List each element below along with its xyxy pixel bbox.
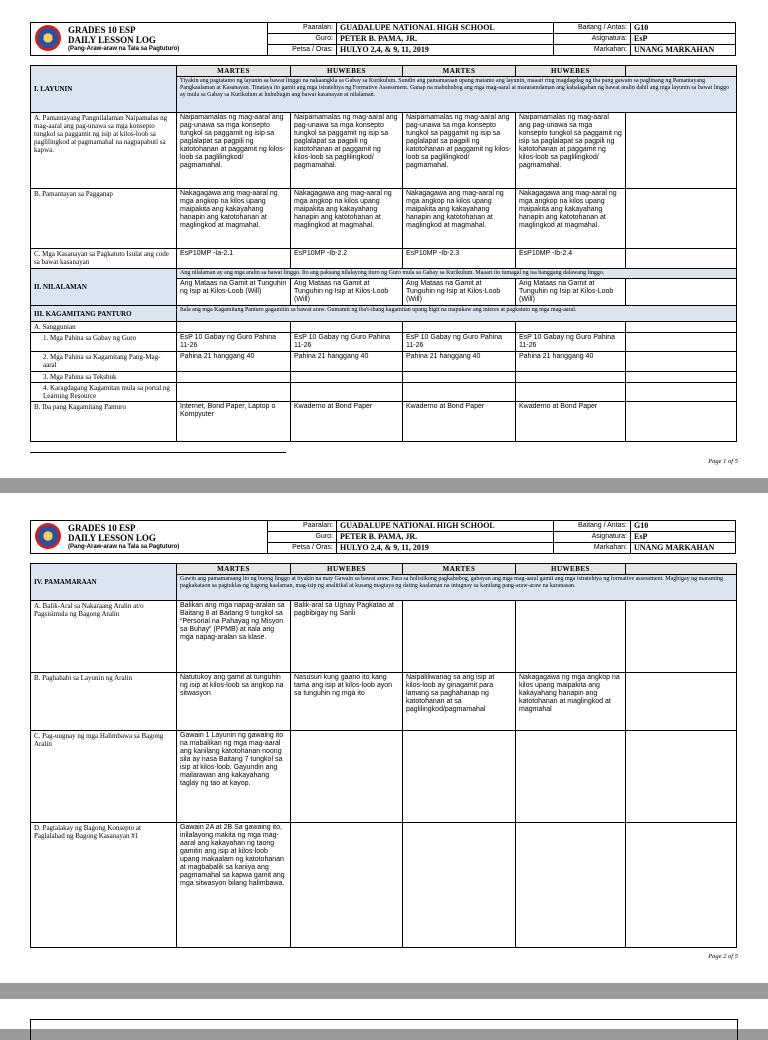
table-cell bbox=[291, 823, 403, 948]
table-cell: Balikan ang mga napag-aralan sa Baitang 8 at Baitang 9 tungkol sa “Personal na Pahayag ng Misyon sa Buhay” (PPMB) at itala ang mga napag-aralan sa klase. bbox=[177, 601, 291, 673]
table-cell: EsP10MP -Ib-2.3 bbox=[403, 249, 516, 269]
teacher-value: PETER B. PAMA, JR. bbox=[337, 34, 554, 45]
table-cell-empty bbox=[626, 279, 737, 306]
page-header bbox=[30, 22, 736, 56]
quarter-value: UNANG MARKAHAN bbox=[631, 543, 736, 554]
table-cell: EsP10MP -Ib-2.4 bbox=[516, 249, 626, 269]
quarter-label: Markahan: bbox=[554, 45, 631, 56]
table-cell: Naipamamalas ng mag-aaral ang pag-unawa sa mga konsepto tungkol sa paggamit ng isip sa paglalapat sa pagpili ng katotohanan at paggamit ng kilos-loob sa paglilingkod/ pagmamahal. bbox=[291, 113, 403, 189]
row-label: 1. Mga Pahina sa Gabay ng Guro bbox=[31, 333, 177, 352]
table-cell-empty bbox=[403, 372, 516, 383]
section-kagamitan-title: III. KAGAMITANG PANTURO bbox=[31, 306, 177, 322]
table-cell-empty bbox=[177, 383, 291, 402]
school-value: GUADALUPE NATIONAL HIGH SCHOOL bbox=[337, 521, 554, 532]
subject-value: EsP bbox=[631, 532, 736, 543]
row-label: B. Pamantayan sa Pagganap bbox=[31, 189, 177, 249]
section-layunin-title: I. LAYUNIN bbox=[31, 66, 177, 113]
table-cell: Kwaderno at Bond Paper bbox=[403, 402, 516, 442]
table-cell-empty bbox=[403, 322, 516, 333]
row-label: 2. Mga Pahina sa Kagamitang Pang-Mag-aaral bbox=[31, 352, 177, 372]
teacher-label: Guro: bbox=[268, 532, 337, 543]
table-cell-empty bbox=[403, 383, 516, 402]
table-cell: Nakagagawa ng mga angkop na kilos upang maipakita ang kakayahang hanapin ang katotohanan at maglingkod at magmahal bbox=[516, 673, 626, 731]
row-label: C. Pag-uugnay ng mga Halimbawa sa Bagong Aralin bbox=[31, 731, 177, 823]
table-cell-empty bbox=[626, 402, 737, 442]
row-label: A. Sanggunian bbox=[31, 322, 177, 333]
table-cell-empty bbox=[291, 372, 403, 383]
footnote-rule bbox=[30, 452, 286, 453]
table-cell: Nakagagawa ang mag-aaral ng mga angkop na kilos upang maipakita ang kakayahang hanapin ang katotohanan at maglingkod at magmahal. bbox=[516, 189, 626, 249]
header-brand bbox=[31, 23, 268, 56]
row-label: C. Mga Kasanayan sa Pagkatuto Isulat ang code sa bawat kasanayan bbox=[31, 249, 177, 269]
table-cell: EsP 10 Gabay ng Guro Pahina 11-26 bbox=[177, 333, 291, 352]
table-cell: Naipamamalas ng mag-aaral ang pag-unawa sa mga konsepto tungkol sa paggamit ng isip sa paglalapat sa pagpili ng katotohanan at paggamit ng kilos-loob sa paglilingkod/ pagmamahal. bbox=[516, 113, 626, 189]
table-cell: Kwaderno at Bond Paper bbox=[291, 402, 403, 442]
table-cell-empty bbox=[626, 673, 737, 731]
page-header bbox=[30, 520, 736, 554]
table-cell: Ang Mataas na Gamit at Tunguhin ng Isip at Kilos-Loob (Will) bbox=[177, 279, 291, 306]
table-cell: Ang Mataas na Gamit at Tunguhin ng Isip at Kilos-Loob (Will) bbox=[403, 279, 516, 306]
teacher-label: Guro: bbox=[268, 34, 337, 45]
table-cell: EsP10MP -Ia-2.1 bbox=[177, 249, 291, 269]
deped-seal-icon bbox=[35, 523, 61, 549]
table-cell: Kwaderno at Bond Paper bbox=[516, 402, 626, 442]
table-cell: Pahina 21 hanggang 40 bbox=[516, 352, 626, 372]
table-cell-empty bbox=[516, 372, 626, 383]
header-subtitle: DAILY LESSON LOG bbox=[68, 533, 156, 543]
table-cell bbox=[516, 823, 626, 948]
header-title: GRADES 10 ESP bbox=[68, 25, 136, 35]
row-label: A. Balik-Aral sa Nakaraang Aralin at/o Pagsisimula ng Bagong Aralin bbox=[31, 601, 177, 673]
dll-table-page1 bbox=[30, 65, 737, 442]
day-header: HUWEBES bbox=[516, 66, 626, 77]
table-cell: Natutukoy ang gamit at tunguhin ng isip at kilos-loob sa angkop na sitwasyon bbox=[177, 673, 291, 731]
header-title: GRADES 10 ESP bbox=[68, 523, 136, 533]
table-cell-empty bbox=[177, 322, 291, 333]
date-value: HULYO 2,4, & 9, 11, 2019 bbox=[337, 45, 554, 56]
header-brand bbox=[31, 521, 268, 554]
table-cell-empty bbox=[626, 333, 737, 352]
level-value: G10 bbox=[631, 521, 736, 532]
date-value: HULYO 2,4, & 9, 11, 2019 bbox=[337, 543, 554, 554]
table-cell: EsP 10 Gabay ng Guro Pahina 11-26 bbox=[403, 333, 516, 352]
day-header: MARTES bbox=[403, 66, 516, 77]
table-cell-empty bbox=[626, 322, 737, 333]
table-cell: Ang Mataas na Gamit at Tunguhin ng Isip at Kilos-Loob (Will) bbox=[291, 279, 403, 306]
school-value: GUADALUPE NATIONAL HIGH SCHOOL bbox=[337, 23, 554, 34]
table-cell bbox=[403, 731, 516, 823]
row-label: A. Pamantayang Pangnilalaman Naipamalas ng mag-aaral ang pag-unawa sa mga konsepto tungkol sa paggamit ng isip at kilos-loob sa paglilingkod at pagmamahal na nagpapabuti sa kapwa. bbox=[31, 113, 177, 189]
table-cell: Nasusuri kung gaano ito kang tama ang isip at kilos-loob ayon sa tunguhin ng mga ito bbox=[291, 673, 403, 731]
table-cell bbox=[291, 731, 403, 823]
deped-seal-icon bbox=[35, 25, 61, 51]
table-cell-empty bbox=[626, 372, 737, 383]
pamamaraan-note: Gawin ang pamamaraang ito ng buong linggo at tiyakin na may Gawain sa bawat araw. Para sa holistikong pagkahubog, gabayan ang mga mag-aaral gamit ang mga istratehiya ng formative assessment. Magbigay ng maraming pagkakataon sa pagtuklas ng bagong kaalaman, mag-isip ng analitikal at kusang magtaya ng dating kaalaman na iniugnay sa kanilang pang-araw-araw na karanasan. bbox=[177, 575, 737, 601]
table-cell-empty bbox=[291, 322, 403, 333]
table-cell: Nakagagawa ang mag-aaral ng mga angkop na kilos upang maipakita ang kakayahang hanapin ang katotohanan at maglingkod at magmahal. bbox=[177, 189, 291, 249]
table-cell: EsP 10 Gabay ng Guro Pahina 11-26 bbox=[291, 333, 403, 352]
table-cell-empty bbox=[626, 731, 737, 823]
row-label: B. Paghahabi sa Layunin ng Aralin bbox=[31, 673, 177, 731]
row-label: D. Pagtalakay ng Bagong Konsepto at Paglalahad ng Bagong Kasanayan #1 bbox=[31, 823, 177, 948]
page-number: Page 1 of 5 bbox=[708, 458, 738, 465]
row-label: 4. Karagdagang Kagamitan mula sa portal ng Learning Resource bbox=[31, 383, 177, 402]
section-nilalaman-title: II. NILALAMAN bbox=[31, 269, 177, 306]
dll-table-page2 bbox=[30, 563, 737, 948]
day-header-empty bbox=[626, 564, 737, 575]
table-cell-empty bbox=[626, 352, 737, 372]
subject-label: Asignatura: bbox=[554, 34, 631, 45]
table-cell: Internet, Bond Paper, Laptop o Kompyuter bbox=[177, 402, 291, 442]
table-cell bbox=[403, 601, 516, 673]
table-cell: Naipamamalas ng mag-aaral ang pag-unawa sa mga konsepto tungkol sa paggamit ng isip sa paglalapat sa pagpili ng katotohanan at paggamit ng kilos-loob sa paglilingkod/ pagmamahal. bbox=[177, 113, 291, 189]
day-header: HUWEBES bbox=[291, 66, 403, 77]
table-cell bbox=[516, 601, 626, 673]
table-cell-empty bbox=[177, 372, 291, 383]
table-cell-empty bbox=[516, 322, 626, 333]
row-label: B. Iba pang Kagamitang Panturo bbox=[31, 402, 177, 442]
table-cell: Naipamamalas ng mag-aaral ang pag-unawa sa mga konsepto tungkol sa paggamit ng isip sa paglalapat sa pagpili ng katotohanan at paggamit ng kilos-loob sa paglilingkod/ pagmamahal. bbox=[403, 113, 516, 189]
table-cell-empty bbox=[626, 189, 737, 249]
day-header: MARTES bbox=[177, 66, 291, 77]
table-cell: EsP10MP -Ib-2.2 bbox=[291, 249, 403, 269]
table-cell bbox=[403, 823, 516, 948]
page-number: Page 2 of 5 bbox=[708, 953, 738, 960]
day-header: MARTES bbox=[177, 564, 291, 575]
table-cell: Pahina 21 hanggang 40 bbox=[177, 352, 291, 372]
table-cell: Nakagagawa ang mag-aaral ng mga angkop na kilos upang maipakita ang kakayahang hanapin ang katotohanan at maglingkod at magmahal. bbox=[291, 189, 403, 249]
table-cell-empty bbox=[291, 383, 403, 402]
table-cell-empty bbox=[626, 249, 737, 269]
table-cell-empty bbox=[626, 601, 737, 673]
table-cell: Gawain 2A at 2B Sa gawaing ito, inilalayong makita ng mga mag-aaral ang kakayahan ng taong gamitin ang isip at kilos-loob upang makaalam ng katotohanan at magbabalik sa kaniya ang pagmamahal sa kapwa gamit ang mga sitwasyon bilang halimbawa. bbox=[177, 823, 291, 948]
kagamitan-note: Itala ang mga Kagamitang Panturo gagamitin sa bawat araw. Gumamit ng iba't-ibang kagamitan upang higit na mapukaw ang interes at pagkatuto ng mga mag-aaral. bbox=[177, 306, 737, 322]
table-cell bbox=[516, 731, 626, 823]
header-subsub: (Pang-Araw-araw na Tala sa Pagtuturo) bbox=[68, 46, 180, 52]
table-cell: EsP 10 Gabay ng Guro Pahina 11-26 bbox=[516, 333, 626, 352]
header-subsub: (Pang-Araw-araw na Tala sa Pagtuturo) bbox=[68, 544, 180, 550]
table-cell-empty bbox=[626, 823, 737, 948]
page-3-partial bbox=[0, 999, 768, 1029]
section-pamamaraan-title: IV. PAMAMARAAN bbox=[31, 564, 177, 601]
level-value: G10 bbox=[631, 23, 736, 34]
school-label: Paaralan: bbox=[268, 23, 337, 34]
table-cell: Gawain 1 Layunin ng gawaing ito na mabalikan ng mga mag-aaral ang kanilang katotohanan noong sila ay nasa Baitang 7 tungkol sa isip at kilos-loob. Gayundin ang mailarawan ang kakayahang taglay ng tao at kayop. bbox=[177, 731, 291, 823]
layunin-note: Tiyakin ang pagtatamo ng layunin sa bawat linggo na nakaangkla sa Gabay sa Kurikulum. Sundin ang pamamaraan upang matamo ang layunin, maaari ring magdagdag ng iba pang gawain sa paglinang ng Pamantayang Pangkaalaman at Kasanayan. Tinataya ito gamit ang mga istratehiya ng Formative Assessment. Ganap na mahuhubog ang mga mag-aaral at mararamdaman ang kahalagahan ng bawat aralin dahil ang mga layunin sa bawat linggo ay mula sa Gabay sa Kurikulum at huhubugin ang bawat kasanayan at nilalaman. bbox=[177, 77, 737, 113]
table-cell: Balik-aral sa Ugnay Pagkatao at pagbibigay ng Sarili bbox=[291, 601, 403, 673]
nilalaman-note: Ang nilalaman ay ang mga aralin sa bawat linggo. Ito ang paksang nilalayong ituro ng Guro mula sa Gabay sa Kurikulum. Maaari ito tumagal ng isa hanggang dalawang linggo. bbox=[177, 269, 737, 279]
date-label: Petsa / Oras: bbox=[268, 45, 337, 56]
teacher-value: PETER B. PAMA, JR. bbox=[337, 532, 554, 543]
table-cell: Pahina 21 hanggang 40 bbox=[403, 352, 516, 372]
level-label: Baitang / Antas: bbox=[554, 521, 631, 532]
quarter-value: UNANG MARKAHAN bbox=[631, 45, 736, 56]
table-cell: Pahina 21 hanggang 40 bbox=[291, 352, 403, 372]
header-subtitle: DAILY LESSON LOG bbox=[68, 35, 156, 45]
table-cell: Nakagagawa ang mag-aaral ng mga angkop na kilos upang maipakita ang kakayahang hanapin ang katotohanan at maglingkod at magmahal. bbox=[403, 189, 516, 249]
page-2 bbox=[0, 493, 768, 983]
school-label: Paaralan: bbox=[268, 521, 337, 532]
day-header: HUWEBES bbox=[291, 564, 403, 575]
subject-label: Asignatura: bbox=[554, 532, 631, 543]
subject-value: EsP bbox=[631, 34, 736, 45]
day-header: MARTES bbox=[403, 564, 516, 575]
quarter-label: Markahan: bbox=[554, 543, 631, 554]
table-cell: Ang Mataas na Gamit at Tunguhin ng Isip at Kilos-Loob (Will) bbox=[516, 279, 626, 306]
row-label: 3. Mga Pahina sa Teksbuk bbox=[31, 372, 177, 383]
table-cell-empty bbox=[626, 383, 737, 402]
page-1 bbox=[0, 0, 768, 478]
table-cell-empty bbox=[626, 113, 737, 189]
page-3-header-edge bbox=[30, 1019, 738, 1040]
day-header: HUWEBES bbox=[516, 564, 626, 575]
table-cell: Naipaliliwanag sa ang isip at kilos-loob ay ginagamit para lamang sa paghahanap ng katotohanan at sa paglilingkod/pagmamahal bbox=[403, 673, 516, 731]
level-label: Baitang / Antas: bbox=[554, 23, 631, 34]
date-label: Petsa / Oras: bbox=[268, 543, 337, 554]
day-header-empty bbox=[626, 66, 737, 77]
table-cell-empty bbox=[516, 383, 626, 402]
